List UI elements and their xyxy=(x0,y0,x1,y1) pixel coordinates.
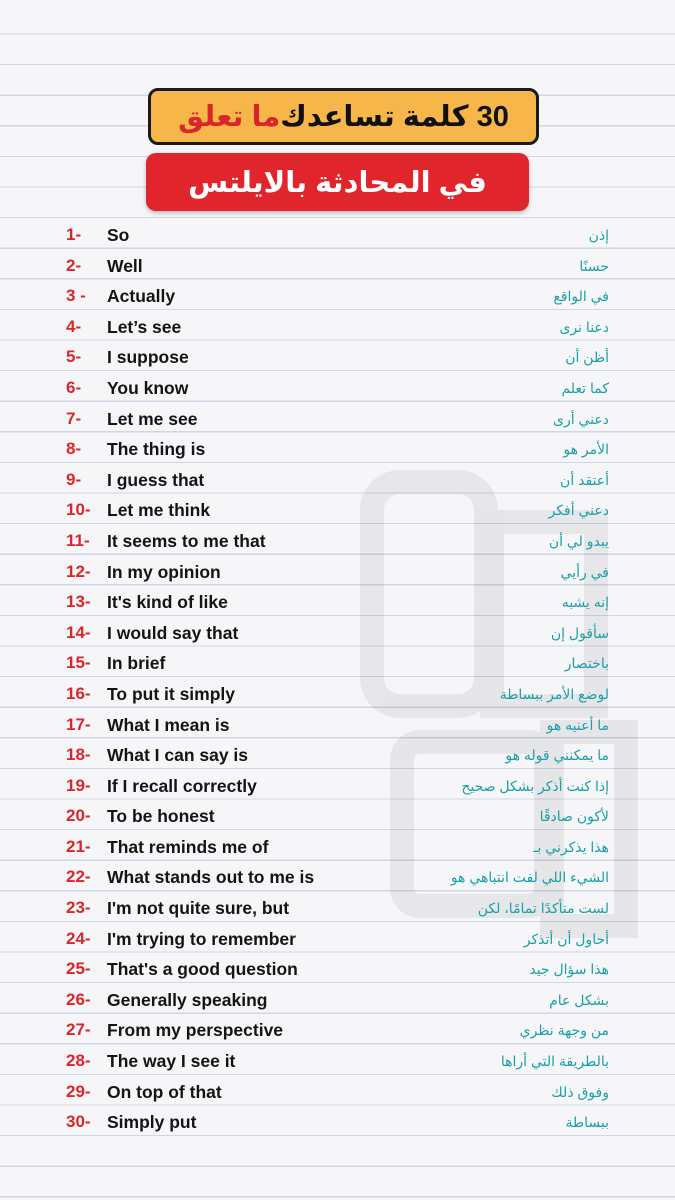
phrase-row xyxy=(0,986,675,1017)
phrase-arabic: لأكون صادقًا xyxy=(539,808,609,825)
phrase-arabic: بالطريقة التي أراها xyxy=(500,1053,609,1070)
phrase-row xyxy=(0,833,675,864)
phrase-row xyxy=(0,619,675,650)
phrase-number: 13- xyxy=(66,592,91,612)
phrase-english: Well xyxy=(107,255,143,276)
phrase-row xyxy=(0,772,675,803)
phrase-row xyxy=(0,558,675,589)
phrase-english: Let me think xyxy=(107,500,211,521)
phrase-english: If I recall correctly xyxy=(107,775,257,796)
subtitle-text: في المحادثة بالايلتس xyxy=(188,166,487,199)
phrase-arabic: سأقول إن xyxy=(550,624,609,641)
phrase-row xyxy=(0,221,675,252)
phrase-english: What I mean is xyxy=(107,714,230,735)
phrase-row xyxy=(0,1047,675,1078)
phrase-number: 17- xyxy=(66,714,91,734)
phrase-number: 6- xyxy=(66,377,82,397)
phrase-english: That reminds me of xyxy=(107,836,269,857)
phrase-number: 1- xyxy=(66,225,82,244)
phrase-english: I'm not quite sure, but xyxy=(107,898,290,919)
phrase-row xyxy=(0,1016,675,1047)
phrase-arabic: يبدو لي أن xyxy=(548,532,609,549)
phrase-english: I'm trying to remember xyxy=(107,928,296,949)
phrase-arabic: باختصار xyxy=(564,655,609,672)
phrase-english: Generally speaking xyxy=(107,989,268,1010)
phrase-row xyxy=(0,343,675,374)
phrase-number: 2- xyxy=(66,255,82,275)
phrase-arabic: أعتقد أن xyxy=(560,471,609,488)
phrase-row xyxy=(0,955,675,986)
phrase-number: 27- xyxy=(66,1020,91,1040)
phrase-number: 25- xyxy=(66,959,91,979)
phrase-row xyxy=(0,252,675,283)
phrase-arabic: ما أعنيه هو xyxy=(546,716,609,733)
phrase-arabic: لست متأكدًا تمامًا، لكن xyxy=(477,900,609,917)
phrase-arabic: دعني أرى xyxy=(553,410,609,427)
phrase-row xyxy=(0,802,675,833)
phrase-row xyxy=(0,405,675,436)
phrase-number: 28- xyxy=(66,1051,91,1071)
phrase-number: 29- xyxy=(66,1081,91,1101)
phrase-english: That's a good question xyxy=(107,959,298,980)
phrase-english: To put it simply xyxy=(107,683,236,704)
phrase-number: 4- xyxy=(66,316,82,336)
phrase-english: I would say that xyxy=(107,622,239,643)
phrase-arabic: وفوق ذلك xyxy=(551,1083,609,1100)
phrase-english: In brief xyxy=(107,653,166,674)
phrase-list xyxy=(0,221,675,1139)
title-accent-text: ما تعلق xyxy=(178,101,281,133)
phrase-arabic: إذن xyxy=(588,227,609,243)
phrase-row xyxy=(0,496,675,527)
phrase-row xyxy=(0,863,675,894)
phrase-arabic: الشيء اللي لفت انتباهي هو xyxy=(450,869,609,886)
phrase-english: Actually xyxy=(107,286,176,307)
phrase-arabic: في الواقع xyxy=(553,288,609,305)
phrase-row xyxy=(0,649,675,680)
phrase-number: 12- xyxy=(66,561,91,581)
title-banner xyxy=(148,88,539,145)
phrase-english: From my perspective xyxy=(107,1020,284,1041)
phrase-number: 19- xyxy=(66,775,91,795)
phrase-number: 16- xyxy=(66,683,91,703)
phrase-english: On top of that xyxy=(107,1081,222,1102)
phrase-arabic: هذا سؤال جيد xyxy=(529,961,609,978)
phrase-english: It's kind of like xyxy=(107,592,228,613)
phrase-row xyxy=(0,894,675,925)
phrase-arabic: أظن أن xyxy=(565,349,609,366)
phrase-number: 11- xyxy=(66,530,90,550)
phrase-arabic: ما يمكنني قوله هو xyxy=(505,747,609,764)
phrase-english: What stands out to me is xyxy=(107,867,315,888)
phrase-arabic: إذا كنت أذكر بشكل صحيح xyxy=(461,777,609,794)
phrase-number: 3 - xyxy=(66,286,86,306)
phrase-arabic: أحاول أن أتذكر xyxy=(523,930,609,947)
phrase-english: Simply put xyxy=(107,1112,197,1133)
phrase-arabic: في رأيي xyxy=(560,563,609,580)
phrase-row xyxy=(0,925,675,956)
phrase-arabic: هذا يذكرني بـ xyxy=(533,838,609,855)
title-main-text: 30 كلمة تساعدك xyxy=(280,101,509,133)
phrase-english: It seems to me that xyxy=(107,530,266,551)
phrase-number: 7- xyxy=(66,408,82,428)
phrase-arabic: الأمر هو xyxy=(563,441,609,458)
phrase-english: The thing is xyxy=(107,439,206,460)
phrase-number: 26- xyxy=(66,989,91,1009)
phrase-row xyxy=(0,680,675,711)
phrase-number: 23- xyxy=(66,898,91,918)
phrase-row xyxy=(0,282,675,313)
phrase-arabic: لوضع الأمر ببساطة xyxy=(499,685,609,702)
phrase-english: You know xyxy=(107,377,189,398)
phrase-number: 20- xyxy=(66,806,91,826)
phrase-arabic: حسنًا xyxy=(579,257,609,274)
phrase-arabic: ببساطة xyxy=(565,1114,609,1131)
phrase-row xyxy=(0,466,675,497)
phrase-number: 24- xyxy=(66,928,91,948)
phrase-row xyxy=(0,313,675,344)
phrase-english: I guess that xyxy=(107,469,205,490)
phrase-number: 22- xyxy=(66,867,91,887)
phrase-number: 9- xyxy=(66,469,82,489)
phrase-row xyxy=(0,711,675,742)
phrase-english: What I can say is xyxy=(107,745,249,766)
phrase-arabic: دعني أفكر xyxy=(548,502,609,519)
phrase-english: To be honest xyxy=(107,806,215,827)
phrase-english: Let’s see xyxy=(107,316,182,337)
subtitle-banner xyxy=(146,153,529,211)
phrase-english: I suppose xyxy=(107,347,189,368)
phrase-arabic: إنه يشبه xyxy=(561,594,609,611)
phrase-english: In my opinion xyxy=(107,561,221,582)
phrase-row xyxy=(0,588,675,619)
phrase-arabic: كما تعلم xyxy=(561,379,609,396)
phrase-number: 5- xyxy=(66,347,82,367)
phrase-row xyxy=(0,527,675,558)
phrase-row xyxy=(0,741,675,772)
phrase-english: Let me see xyxy=(107,408,198,429)
phrase-number: 21- xyxy=(66,836,91,856)
phrase-english: The way I see it xyxy=(107,1051,236,1072)
phrase-number: 30- xyxy=(66,1112,91,1132)
phrase-number: 14- xyxy=(66,622,91,642)
phrase-row xyxy=(0,374,675,405)
phrase-english: So xyxy=(107,225,130,245)
phrase-number: 10- xyxy=(66,500,91,520)
phrase-number: 18- xyxy=(66,745,91,765)
phrase-number: 15- xyxy=(66,653,91,673)
phrase-row xyxy=(0,1078,675,1109)
phrase-row xyxy=(0,435,675,466)
phrase-arabic: من وجهة نظري xyxy=(519,1022,609,1039)
phrase-arabic: بشكل عام xyxy=(549,991,609,1008)
phrase-arabic: دعنا نرى xyxy=(559,318,609,335)
phrase-row xyxy=(0,1108,675,1139)
phrase-number: 8- xyxy=(66,439,82,459)
